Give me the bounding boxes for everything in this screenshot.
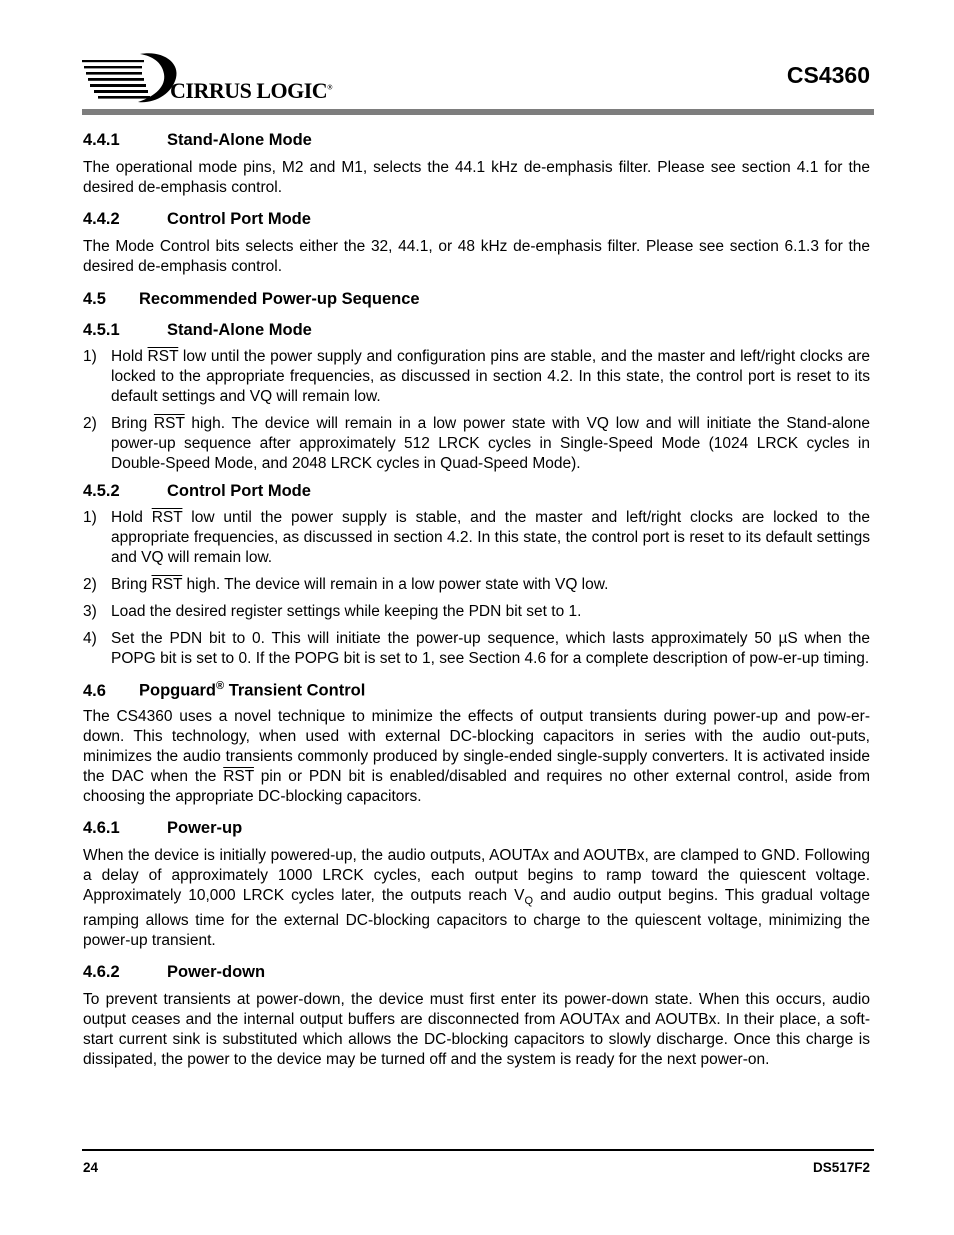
section-4-4-2-text: The Mode Control bits selects either the 32, 44.1, or 48 kHz de-emphasis filter. Please see section 6.1.3 for the desired de-emphasis control. [83, 238, 870, 275]
page-header [82, 48, 874, 108]
section-4-6-heading: 4.6 Popguard® Transient Control [83, 680, 366, 700]
chip-name: CS4360 [786, 62, 870, 88]
footer-rule [82, 1149, 874, 1151]
section-4-5-2-heading: 4.5.2 Control Port Mode [83, 482, 311, 500]
list-item: 1) Hold $\overline{RST}$ low until the power supply and configuration pins are stable, and the master and left/right clocks are locked to the appropriate frequencies, as discussed in section 4.2. In this state, the control port is reset to its default settings and VQ will remain low. [83, 348, 870, 405]
cirrus-logic-logo [82, 48, 342, 106]
list-item: 2) Bring $\overline{RST}$ high. The device will remain in a low power state with VQ low. [83, 576, 609, 593]
list-item: 3) Load the desired register settings while keeping the PDN bit set to 1. [83, 603, 582, 620]
section-4-4-2-heading: 4.4.2 Control Port Mode [83, 210, 311, 228]
section-4-6-1-text: When the device is initially powered-up, the audio outputs, AOUTAx and AOUTBx, are clamped to GND. Following a delay of approximately 1000 LRCK cycles, each output begins to ramp toward the quiescent voltage. Approximately 10,000 LRCK cycles later, the outputs reach $V_Q$ and audio output begins. This gradual voltage ramping allows time for the external DC-blocking capacitors to charge to the quiescent voltage, minimizing the power-up transient. [83, 846, 870, 949]
list-item: 2) Bring $\overline{RST}$ high. The device will remain in a low power state with VQ low and will initiate the Stand-alone power-up sequence after approximately 512 LRCK cycles in Single-Speed Mode (1024 LRCK cycles in Double-Speed Mode, and 2048 LRCK cycles in Quad-Speed Mode). [83, 415, 870, 472]
section-4-5-1-heading: 4.5.1 Stand-Alone Mode [83, 321, 312, 339]
section-4-4-1-heading: 4.4.1 Stand-Alone Mode [83, 131, 312, 149]
document-id: DS517F2 [812, 1160, 870, 1175]
section-4-4-1-text: The operational mode pins, M2 and M1, selects the 44.1 kHz de-emphasis filter. Please see section 4.1 for the desired de-emphasis control. [83, 159, 870, 196]
logo-swoosh-icon [82, 48, 182, 106]
section-4-6-text: The CS4360 uses a novel technique to minimize the effects of output transients during power-up and pow-er-down. This technology, when used with external DC-blocking capacitors in series with the audio out-puts, minimizes the audio transients commonly produced by single-ended single-supply converters. It is activated inside the DAC when the $\overline{RST}$ pin or PDN bit is enabled/disabled and requires no other external control, aside from choosing the appropriate DC-blocking capacitors. [83, 707, 870, 805]
list-item: 1) Hold $\overline{RST}$ low until the power supply is stable, and the master and left/right clocks are locked to the appropriate frequencies, as discussed in section 4.2. In this state, the control port is reset to its default settings and VQ will remain low. [83, 509, 870, 566]
section-4-5-heading: 4.5 Recommended Power-up Sequence [83, 290, 420, 308]
section-4-5-2-list [83, 508, 870, 669]
section-4-5-1-list [83, 347, 870, 474]
page-body [83, 122, 870, 1070]
page-number: 24 [83, 1160, 99, 1175]
logo-wordmark: CIRRUS LOGIC® [170, 78, 332, 103]
header-rule [82, 109, 874, 115]
section-4-6-2-text: To prevent transients at power-down, the device must first enter its power-down state. When this occurs, audio output ceases and the internal output buffers are disconnected from AOUTAx and AOUTBx. In their place, a soft-start current sink is substituted which allows the DC-blocking capacitors to slowly discharge. Once this charge is dissipated, the power to the device may be turned off and the system is ready for the next power-on. [83, 990, 870, 1068]
section-4-6-2-heading: 4.6.2 Power-down [83, 962, 266, 981]
section-4-6-1-heading: 4.6.1 Power-up [83, 818, 243, 837]
list-item: 4) Set the PDN bit to 0. This will initiate the power-up sequence, which lasts approximately 50 µS when the POPG bit is set to 0. If the POPG bit is set to 1, see Section 4.6 for a complete description of pow-er-up timing. [83, 630, 870, 667]
